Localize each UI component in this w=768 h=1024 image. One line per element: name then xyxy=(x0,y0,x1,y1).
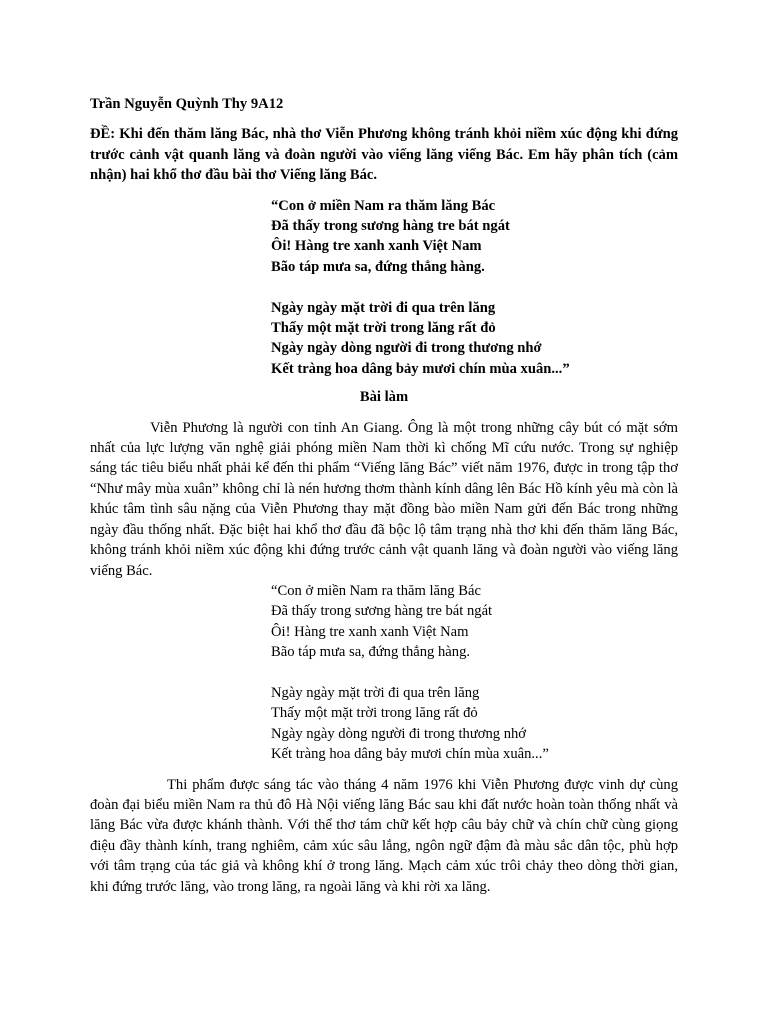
essay-heading: Bài làm xyxy=(359,389,409,406)
cited-poem xyxy=(271,581,678,765)
author-line: Trần Nguyễn Quỳnh Thy 9A12 xyxy=(90,96,284,112)
poem-line: “Con ở miền Nam ra thăm lăng Bác xyxy=(271,197,496,214)
poem-line: Đã thấy trong sương hàng tre bát ngát xyxy=(271,603,493,620)
poem-line: Ngày ngày mặt trời đi qua trên lăng xyxy=(271,299,496,316)
poem-line: Ôi! Hàng tre xanh xanh Việt Nam xyxy=(271,623,469,640)
document-page xyxy=(90,94,678,897)
stanza-gap xyxy=(271,277,678,297)
stanza-gap xyxy=(271,663,678,683)
essay-prompt: ĐỀ: Khi đến thăm lăng Bác, nhà thơ Viễn Phương không tránh khỏi niềm xúc động khi đứng trước cảnh vật quanh lăng và đoàn người vào viếng lăng viếng Bác. Em hãy phân tích (cảm nhận) hai khổ thơ đầu bài thơ Viếng lăng Bác. xyxy=(90,126,678,184)
poem-line: Đã thấy trong sương hàng tre bát ngát xyxy=(271,218,510,235)
poem-line: “Con ở miền Nam ra thăm lăng Bác xyxy=(271,582,481,599)
poem-line: Thấy một mặt trời trong lăng rất đỏ xyxy=(271,705,478,722)
poem-line: Ngày ngày mặt trời đi qua trên lăng xyxy=(271,684,480,701)
poem-line: Ngày ngày dòng người đi trong thương nhớ xyxy=(271,340,542,357)
poem-line: Kết tràng hoa dâng bảy mươi chín mùa xuân...” xyxy=(271,746,549,763)
poem-line: Thấy một mặt trời trong lăng rất đỏ xyxy=(271,320,496,337)
poem-line: Ngày ngày dòng người đi trong thương nhớ xyxy=(271,725,527,742)
poem-line: Bão táp mưa sa, đứng thẳng hàng. xyxy=(271,644,471,661)
quoted-poem xyxy=(271,196,678,380)
poem-line: Bão táp mưa sa, đứng thẳng hàng. xyxy=(271,258,485,275)
poem-line: Kết tràng hoa dâng bảy mươi chín mùa xuân...” xyxy=(271,360,570,377)
poem-line: Ôi! Hàng tre xanh xanh Việt Nam xyxy=(271,238,482,255)
essay-paragraph-1: Viễn Phương là người con tỉnh An Giang. Ông là một trong những cây bút có mặt sớm nhất của lực lượng văn nghệ giải phóng miền Nam thời kì chống Mĩ cứu nước. Trong sự nghiệp sáng tác tiêu biểu nhất phải kể đến thi phẩm “Viếng lăng Bác” viết năm 1976, được in trong tập thơ “Như mây mùa xuân” không chỉ là nén hương thơm thành kính dâng lên Bác Hồ kính yêu mà còn là khúc tâm tình sâu nặng của Viễn Phương thay mặt đồng bào miền Nam gửi đến Bác trong những ngày đầu thống nhất. Đặc biệt hai khổ thơ đầu đã bộc lộ tâm trạng nhà thơ khi đến thăm lăng Bác, không tránh khỏi niềm xúc động khi đứng trước cảnh vật quanh lăng và đoàn người vào viếng lăng viếng Bác. xyxy=(90,419,678,579)
essay-paragraph-2: Thi phẩm được sáng tác vào tháng 4 năm 1976 khi Viễn Phương được vinh dự cùng đoàn đại biểu miền Nam ra thủ đô Hà Nội viếng lăng Bác sau khi đất nước hoàn toàn thống nhất và lăng Bác vừa được khánh thành. Với thể thơ tám chữ kết hợp câu bảy chữ và chín chữ cùng giọng điệu đầy thành kính, trang nghiêm, cảm xúc sâu lắng, ngôn ngữ đậm đà màu sắc dân tộc, phù hợp với tâm trạng của tác giả và không khí ở trong lăng. Mạch cảm xúc trôi chảy theo dòng thời gian, khi đứng trước lăng, vào trong lăng, ra ngoài lăng và khi rời xa lăng. xyxy=(90,776,678,895)
